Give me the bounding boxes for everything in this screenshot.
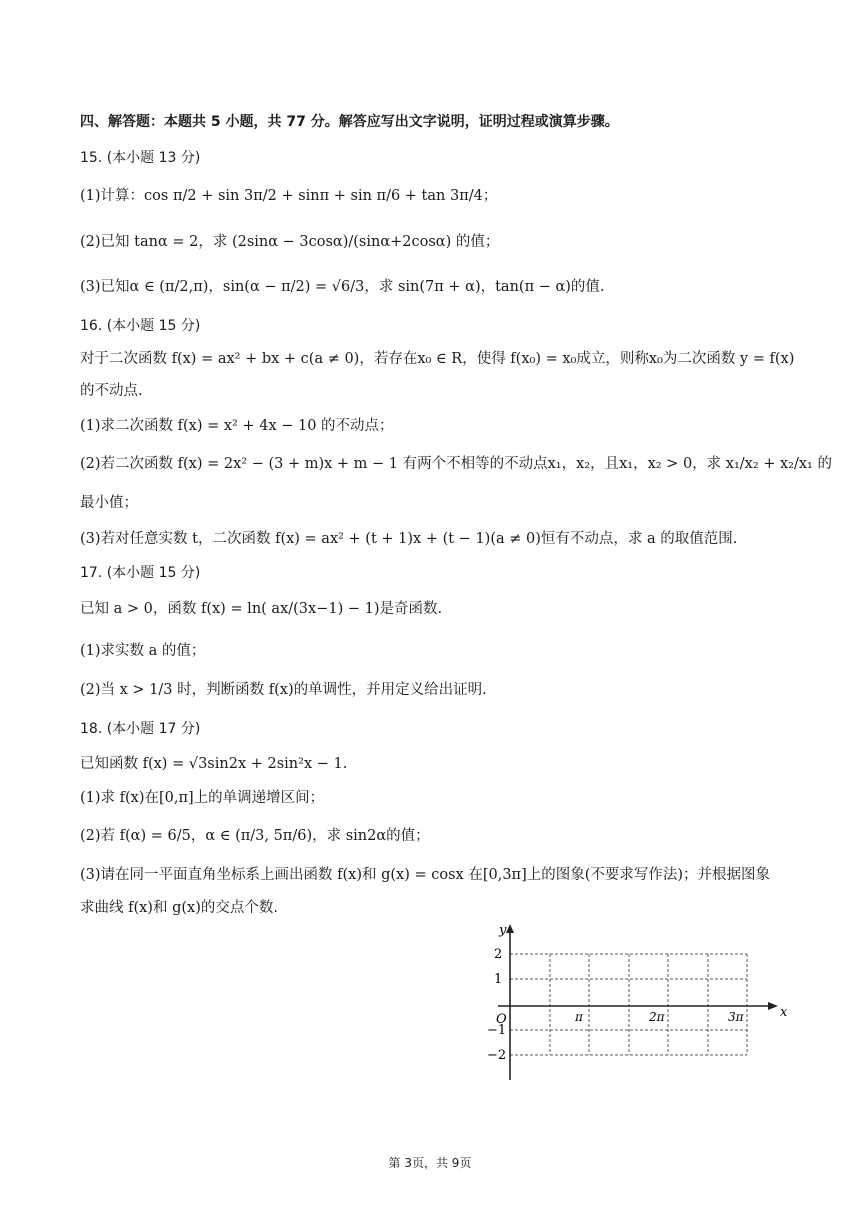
q17-part2: (2)当 x > 1/3 时，判断函数 f(x)的单调性，并用定义给出证明. xyxy=(80,682,487,698)
q18-part3-line2: 求曲线 f(x)和 g(x)的交点个数. xyxy=(80,900,278,916)
q15-part1: (1)计算：cos π/2 + sin 3π/2 + sinπ + sin π/6 + tan 3π/4； xyxy=(80,188,498,204)
q16-intro-line2: 的不动点. xyxy=(80,383,143,399)
q17-part1: (1)求实数 a 的值； xyxy=(80,643,206,659)
x-axis-arrow-icon xyxy=(768,1002,778,1010)
q16-part3: (3)若对任意实数 t，二次函数 f(x) = ax² + (t + 1)x + (t − 1)(a ≠ 0)恒有不动点，求 a 的取值范围. xyxy=(80,531,738,547)
y-tick-label: −2 xyxy=(487,1048,507,1063)
y-axis-label: y xyxy=(499,923,507,938)
y-axis-arrow-icon xyxy=(506,924,514,933)
x-axis-label: x xyxy=(780,1005,788,1020)
origin-label: O xyxy=(496,1012,507,1027)
y-tick-label: 2 xyxy=(494,947,503,962)
q17-intro: 已知 a > 0，函数 f(x) = ln( ax/(3x−1) − 1)是奇函数. xyxy=(80,601,443,617)
q17-title: 17. (本小题 15 分) xyxy=(80,565,201,581)
x-tick-label: 2π xyxy=(649,1010,665,1024)
q15-title: 15. (本小题 13 分) xyxy=(80,150,201,166)
q16-part2-line1: (2)若二次函数 f(x) = 2x² − (3 + m)x + m − 1 有两个不相等的不动点x₁，x₂，且x₁，x₂ > 0，求 x₁/x₂ + x₂/x₁ 的 xyxy=(80,456,832,472)
q18-part1: (1)求 f(x)在[0,π]上的单调递增区间； xyxy=(80,790,325,806)
q15-part2: (2)已知 tanα = 2，求 (2sinα − 3cosα)/(sinα+2cosα) 的值； xyxy=(80,234,500,250)
q18-title: 18. (本小题 17 分) xyxy=(80,721,201,737)
q18-intro: 已知函数 f(x) = √3sin2x + 2sin²x − 1. xyxy=(80,756,348,772)
q16-part1: (1)求二次函数 f(x) = x² + 4x − 10 的不动点； xyxy=(80,418,394,434)
q16-title: 16. (本小题 15 分) xyxy=(80,318,201,334)
q16-part2-line2: 最小值； xyxy=(80,495,138,511)
q18-part3-line1: (3)请在同一平面直角坐标系上画出函数 f(x)和 g(x) = cosx 在[0,3π]上的图象(不要求写作法)；并根据图象 xyxy=(80,867,771,883)
x-tick-label: 3π xyxy=(728,1010,744,1024)
x-tick-label: π xyxy=(575,1010,583,1024)
y-tick-label: 1 xyxy=(494,972,503,987)
q18-part2: (2)若 f(α) = 6/5，α ∈ (π/3, 5π/6)，求 sin2α的值； xyxy=(80,828,430,844)
section-heading: 四、解答题：本题共 5 小题，共 77 分。解答应写出文字说明，证明过程或演算步骤。 xyxy=(80,114,619,130)
page-footer: 第 3页，共 9页 xyxy=(388,1156,472,1170)
q15-part3: (3)已知α ∈ (π/2,π)，sin(α − π/2) = √6/3，求 sin(7π + α)，tan(π − α)的值. xyxy=(80,279,605,295)
q16-intro-line1: 对于二次函数 f(x) = ax² + bx + c(a ≠ 0)，若存在x₀ ∈ R，使得 f(x₀) = x₀成立，则称x₀为二次函数 y = f(x) xyxy=(80,351,795,367)
y-tick-label: −1 xyxy=(487,1023,507,1038)
coordinate-grid-figure xyxy=(470,920,800,1088)
